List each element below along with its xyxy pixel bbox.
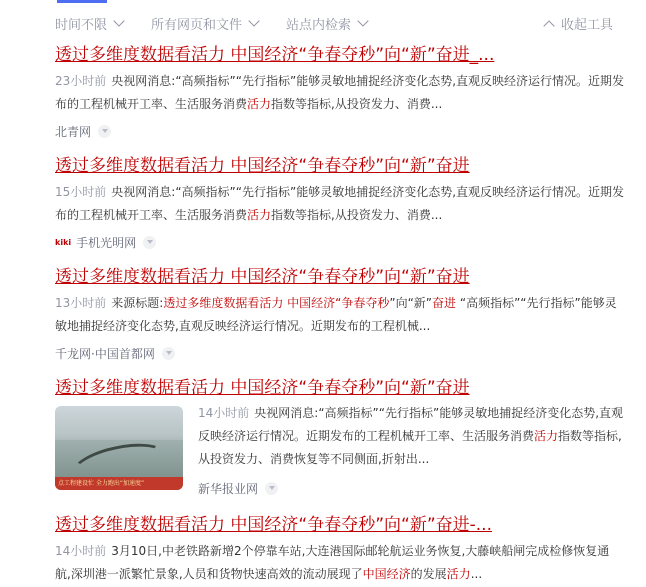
search-result (55, 154, 625, 251)
source-name[interactable]: 千龙网·中国首都网 (55, 346, 155, 361)
abstract-text: 指数等指标,从投资发力、消费恢复等不同侧面,折射出... (198, 429, 622, 466)
active-tab-indicator (57, 0, 107, 3)
result-abstract (55, 540, 625, 586)
time-filter-label: 时间不限 (55, 18, 108, 33)
abstract-text: 央视网消息:“高频指标”“先行指标”能够灵敏地捕捉经济变化态势,直观反映经济运行情况。近期发布的工程机械开工率、生活服务消费 (55, 74, 625, 111)
result-source (198, 479, 625, 497)
abstract-highlight: 活力 (247, 97, 272, 111)
source-name[interactable]: 手机光明网 (76, 235, 137, 250)
time-filter-dropdown[interactable] (55, 14, 123, 33)
result-abstract (55, 70, 625, 116)
result-title-link[interactable]: 透过多维度数据看活力 中国经济“争春夺秒”向“新”奋进-... (55, 515, 492, 535)
chevron-down-icon (113, 15, 124, 26)
type-filter-dropdown[interactable] (151, 14, 258, 33)
result-source (55, 122, 625, 140)
result-time: 13小时前 (55, 296, 107, 310)
source-name[interactable]: 新华报业网 (198, 481, 259, 496)
abstract-highlight: 活力 (534, 429, 559, 443)
result-side-content (198, 402, 625, 497)
search-result (55, 43, 625, 140)
abstract-highlight: 透过多维度数据看活力 中国经济“争春夺秒 (163, 296, 390, 310)
abstract-text: 的发展 (410, 567, 447, 581)
result-title-link[interactable]: 透过多维度数据看活力 中国经济“争春夺秒”向“新”奋进_... (55, 45, 495, 65)
abstract-text: ... (470, 567, 483, 581)
source-menu-icon[interactable] (143, 236, 156, 249)
collapse-tools-label: 收起工具 (561, 18, 614, 33)
result-title-link[interactable]: 透过多维度数据看活力 中国经济“争春夺秒”向“新”奋进 (55, 267, 470, 287)
chevron-up-icon (543, 20, 554, 31)
result-source (55, 344, 625, 362)
result-source (55, 233, 625, 251)
abstract-highlight: 活力 (247, 208, 272, 222)
search-result (55, 513, 625, 586)
result-time: 14小时前 (198, 406, 250, 420)
site-search-dropdown[interactable] (286, 14, 367, 33)
search-result (55, 265, 625, 362)
abstract-text: 央视网消息:“高频指标”“先行指标”能够灵敏地捕捉经济变化态势,直观反映经济运行情况。近期发布的工程机械开工率、生活服务消费 (55, 185, 625, 222)
abstract-text: 指数等指标,从投资发力、消费... (271, 208, 443, 222)
abstract-highlight: 奋进 (432, 296, 457, 310)
abstract-text: 央视网消息:“高频指标”“先行指标”能够灵敏地捕捉经济变化态势,直观反映经济运行情况。近期发布的工程机械开工率、生活服务消费 (198, 406, 624, 443)
search-result (55, 376, 625, 500)
abstract-text: ”向“新” (389, 296, 433, 310)
source-name[interactable]: 北青网 (55, 124, 92, 139)
abstract-text: 来源标题: (111, 296, 164, 310)
result-abstract (55, 181, 625, 227)
thumbnail-caption: 点工程建设忙 全力跑出“加速度” (55, 477, 183, 490)
source-menu-icon[interactable] (265, 482, 278, 495)
abstract-text: 3月10日,中老铁路新增2个停靠车站,大连港国际邮轮航运业务恢复,大藤峡船闸完成检修恢复通航,深圳港一派繁忙景象,人员和货物快速高效的流动展现了 (55, 544, 610, 581)
result-time: 15小时前 (55, 185, 107, 199)
site-search-label: 站点内检索 (286, 18, 352, 33)
source-menu-icon[interactable] (98, 125, 111, 138)
chevron-down-icon (248, 15, 259, 26)
result-thumbnail-image[interactable] (55, 406, 183, 490)
result-abstract (198, 402, 625, 471)
result-abstract (55, 292, 625, 338)
source-logo-icon: kiki (55, 237, 72, 247)
abstract-text: “高频指标”“先行指标”能够灵敏地捕捉经济变化态势,直观反映经济运行情况。近期发布的工程机械... (55, 296, 617, 333)
search-tools-bar (55, 14, 615, 34)
abstract-text: 指数等指标,从投资发力、消费... (271, 97, 443, 111)
chevron-down-icon (357, 15, 368, 26)
source-menu-icon[interactable] (162, 347, 175, 360)
result-title-link[interactable]: 透过多维度数据看活力 中国经济“争春夺秒”向“新”奋进 (55, 378, 470, 398)
abstract-highlight: 中国经济 (362, 567, 411, 581)
type-filter-label: 所有网页和文件 (151, 18, 243, 33)
result-time: 14小时前 (55, 544, 107, 558)
result-title-link[interactable]: 透过多维度数据看活力 中国经济“争春夺秒”向“新”奋进 (55, 156, 470, 176)
collapse-tools-button[interactable] (545, 14, 613, 33)
result-time: 23小时前 (55, 74, 107, 88)
abstract-highlight: 活力 (446, 567, 471, 581)
